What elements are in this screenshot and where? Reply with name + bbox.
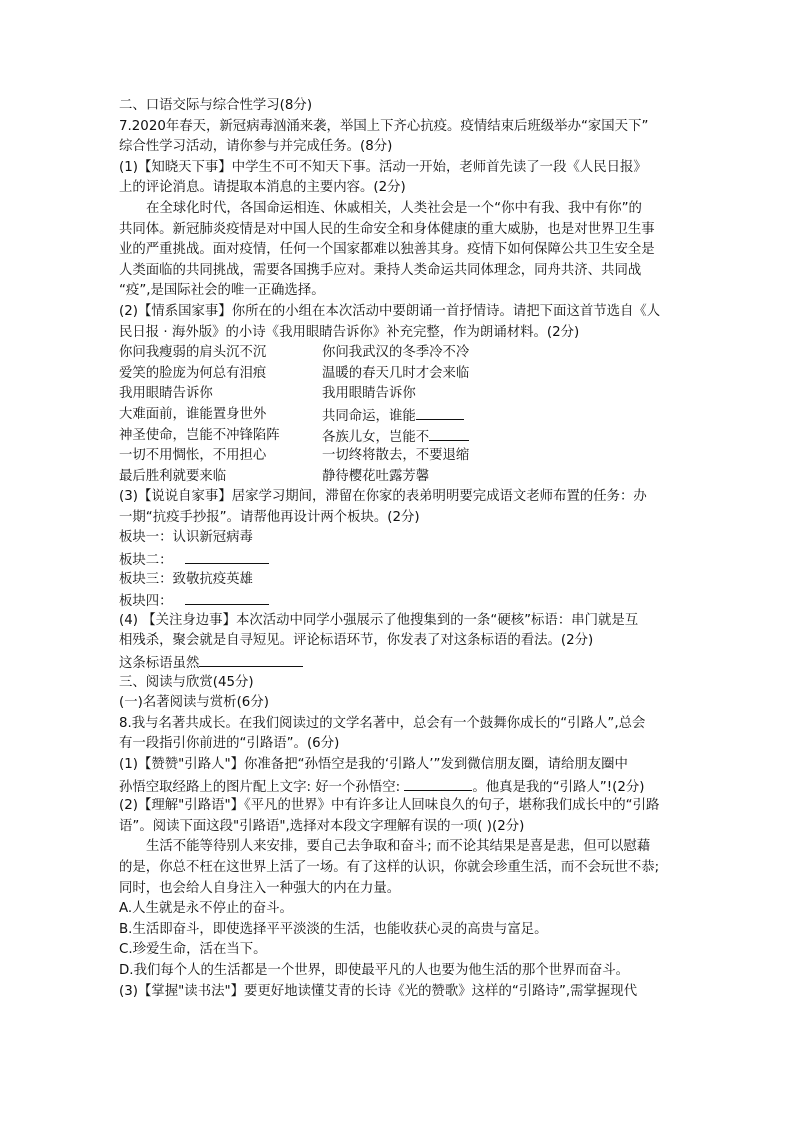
block-fill-blank[interactable]	[185, 549, 269, 564]
q7-intro-line: 7.2020年春天，新冠病毒汹涌来袭，举国上下齐心抗疫。疫情结束后班级举办“家国天下”	[119, 118, 649, 134]
news-passage-line: 人类面临的共同挑战，需要各国携手应对。秉持人类命运共同体理念，同舟共济、共同战	[119, 262, 642, 278]
poem-right-line	[322, 426, 685, 447]
quote-passage-line: 同时，也会给人自身注入一种强大的内在力量。	[119, 880, 401, 896]
q7-sub4-line: 相残杀，聚会就是自寻短见。评论标语环节，你发表了对这条标语的看法。(2分)	[119, 633, 594, 649]
q8-sub2-line: (2)【理解"引路语"】《平凡的世界》中有许多让人回味良久的句子，堪称我们成长中的“引路	[119, 798, 660, 814]
q7-sub4-answer-line	[119, 652, 685, 673]
block-fill-blank[interactable]	[185, 590, 269, 605]
poem-right-line: 静待樱花吐露芳馨	[322, 468, 430, 484]
exam-page	[119, 96, 685, 1002]
poem-right-line: 温暖的春天几时才会来临	[322, 365, 470, 381]
poem-row	[119, 446, 685, 467]
poem-left-line: 最后胜利就要来临	[119, 468, 227, 484]
block-label: 板块四：	[119, 594, 173, 610]
caption-fill-blank[interactable]	[404, 776, 472, 791]
option-d: D.我们每个人的生活都是一个世界，即使最平凡的人也要为他生活的那个世界而奋斗。	[119, 962, 630, 978]
answer-fill-blank[interactable]	[199, 652, 303, 667]
q8-sub2-line: 语”。阅读下面这段"引路语",选择对本段文字理解有误的一项( )(2分)	[119, 818, 525, 834]
poem-right-text: 各族儿女，岂能不	[322, 429, 430, 445]
section3-heading: 三、阅读与欣赏(45分)	[119, 674, 254, 690]
block-line: 板块一：认识新冠病毒	[119, 530, 253, 546]
poem-right-line: 一切终将散去，不要退缩	[322, 448, 470, 464]
news-passage-line: 业的严重挑战。面对疫情，任何一个国家都难以独善其身。疫情下如何保障公共卫生安全是	[119, 242, 655, 258]
poem-right-line	[322, 405, 685, 426]
q8-sub3-line: (3)【掌握"读书法"】要更好地读懂艾青的长诗《光的赞歌》这样的“引路诗”,需掌握现代	[119, 983, 638, 999]
q7-intro-line: 综合性学习活动，请你参与并完成任务。(8分)	[119, 139, 393, 155]
poem-row	[119, 343, 685, 364]
q8-sub1-suffix: 。他真是我的“引路人”!(2分)	[472, 779, 645, 795]
poem-left-line: 大难面前，谁能置身世外	[119, 406, 267, 422]
q7-sub2-line: (2)【情系国家事】你所在的小组在本次活动中要朗诵一首抒情诗。请把下面这首节选自《人	[119, 303, 661, 319]
block-line	[119, 549, 685, 570]
q7-sub2-line: 民日报 · 海外版》的小诗《我用眼睛告诉你》补充完整，作为朗诵材料。(2分)	[119, 324, 580, 340]
poem-row	[119, 467, 685, 488]
block-line	[119, 590, 685, 611]
poem-left-line: 爱笑的脸庞为何总有泪痕	[119, 365, 267, 381]
poem-row	[119, 364, 685, 385]
q7-sub1-line: (1)【知晓天下事】中学生不可不知天下事。活动一开始，老师首先读了一段《人民日报》	[119, 159, 647, 175]
q7-sub4-line: (4) 【关注身边事】本次活动中同学小强展示了他搜集到的一条“硬核”标语：串门就是互	[119, 612, 639, 628]
option-c: C.珍爱生命，活在当下。	[119, 942, 267, 958]
answer-prefix: 这条标语虽然	[119, 656, 200, 672]
news-passage-line: 共同体。新冠肺炎疫情是对中国人民的生命安全和身体健康的重大威胁，也是对世界卫生事	[119, 221, 655, 237]
poem-fill-blank[interactable]	[416, 405, 464, 420]
poem-row	[119, 405, 685, 426]
poem-left-line: 我用眼睛告诉你	[119, 386, 213, 402]
poem-row	[119, 384, 685, 405]
q8-intro-line: 有一段指引你前进的“引路语”。(6分)	[119, 736, 340, 752]
poem-right-text: 共同命运，谁能	[322, 408, 416, 424]
option-b: B.生活即奋斗，即使选择平平淡淡的生活，也能收获心灵的高贵与富足。	[119, 921, 548, 937]
poem-fill-blank[interactable]	[429, 426, 469, 441]
option-a: A.人生就是永不停止的奋斗。	[119, 901, 293, 917]
q7-sub3-line: (3)【说说自家事】居家学习期间，滞留在你家的表弟明明要完成语文老师布置的任务：办	[119, 489, 647, 505]
q8-sub1-prefix: 孙悟空取经路上的图片配上文字: 好一个孙悟空:	[119, 779, 405, 795]
block-line: 板块三：致敬抗疫英雄	[119, 571, 253, 587]
quote-passage-line: 的是，你总不枉在这世界上活了一场。有了这样的认识，你就会珍重生活，而不会玩世不恭;	[119, 859, 660, 875]
q7-sub1-line: 上的评论消息。请提取本消息的主要内容。(2分)	[119, 180, 406, 196]
q8-intro-line: 8.我与名著共成长。在我们阅读过的文学名著中，总会有一个鼓舞你成长的“引路人”,总会	[119, 715, 646, 731]
news-passage-line: “疫”,是国际社会的唯一正确选择。	[119, 283, 325, 299]
quote-passage-line: 生活不能等待别人来安排，要自己去争取和奋斗; 而不论其结果是喜是悲，但可以慰藉	[146, 839, 651, 855]
section2-heading: 二、口语交际与综合性学习(8分)	[119, 98, 313, 113]
q7-sub3-line: 一期“抗疫手抄报”。请帮他再设计两个板块。(2分)	[119, 509, 420, 525]
block-label: 板块二：	[119, 553, 173, 569]
q8-sub1-line: (1)【赞赞"引路人"】你准备把“孙悟空是我的‘引路人’”发到微信朋友圈，请给朋友圈中	[119, 757, 628, 772]
poem-left-line: 你问我瘦弱的肩头沉不沉	[119, 345, 267, 361]
section3-sub-heading: (一)名著阅读与赏析(6分)	[119, 695, 269, 711]
poem-left-line: 神圣使命，岂能不冲锋陷阵	[119, 427, 280, 443]
poem-right-line: 你问我武汉的冬季冷不冷	[322, 345, 470, 361]
poem-row	[119, 426, 685, 447]
news-passage-line: 在全球化时代，各国命运相连、休戚相关，人类社会是一个“你中有我、我中有你”的	[146, 200, 642, 216]
q8-sub1-line	[119, 776, 685, 797]
poem-right-line: 我用眼睛告诉你	[322, 386, 416, 402]
poem-left-line: 一切不用惆怅，不用担心	[119, 448, 267, 464]
